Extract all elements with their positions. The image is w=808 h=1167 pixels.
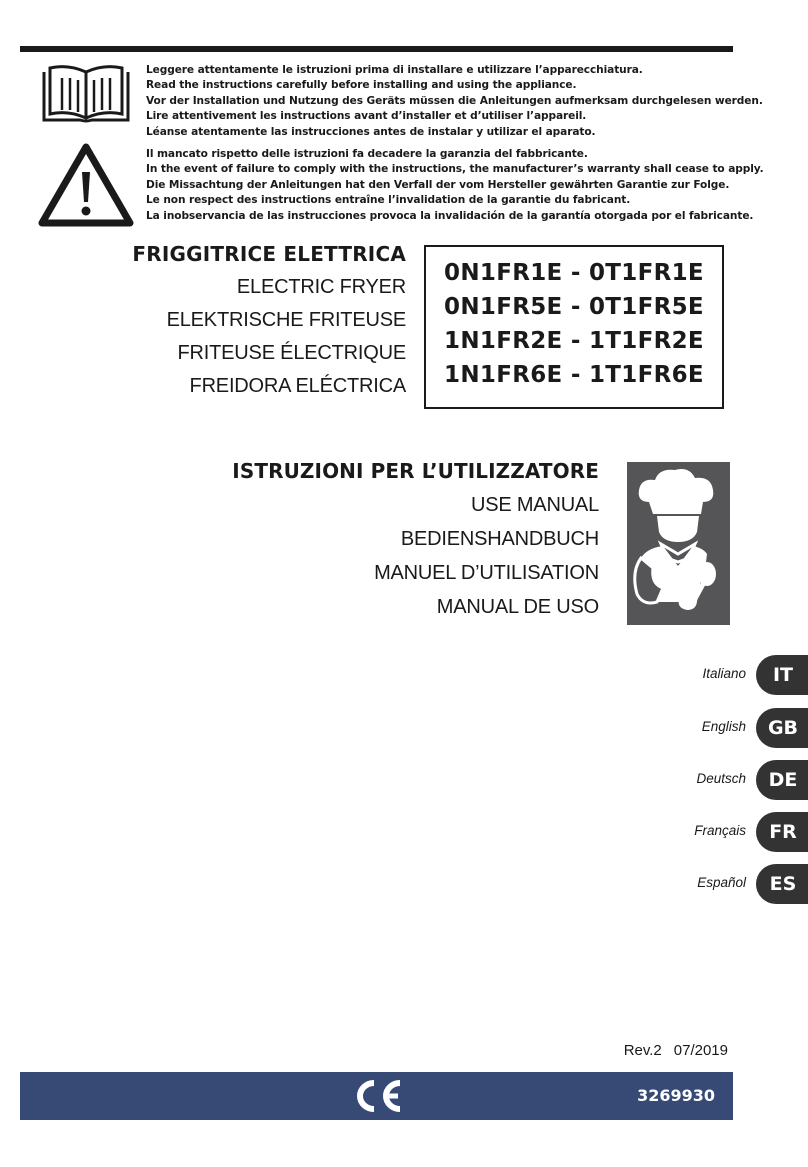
- language-code-badge: GB: [756, 708, 808, 748]
- language-name: Deutsch: [696, 771, 746, 786]
- manual-title-es: MANUAL DE USO: [436, 596, 599, 618]
- product-title-de: ELEKTRISCHE FRITEUSE: [166, 309, 406, 331]
- notice-line: Die Missachtung der Anleitungen hat den Verfall der vom Hersteller gewährten Garantie zur Folge.: [146, 178, 730, 191]
- notice-line: Vor der Installation und Nutzung des Geräts müssen die Anleitungen aufmerksam durchgelesen werden.: [146, 94, 763, 107]
- revision-label: Rev.2: [623, 1042, 662, 1059]
- product-title-en: ELECTRIC FRYER: [236, 276, 406, 298]
- language-code-badge: ES: [756, 864, 808, 904]
- model-line: 1N1FR6E - 1T1FR6E: [444, 362, 704, 388]
- top-rule: [20, 46, 733, 52]
- warranty-notice: [146, 147, 764, 224]
- chef-pictogram: [627, 462, 730, 625]
- revision-date: 07/2019: [673, 1042, 728, 1059]
- language-code-badge: IT: [756, 655, 808, 695]
- notice-line: Il mancato rispetto delle istruzioni fa decadere la garanzia del fabbricante.: [146, 148, 588, 160]
- manual-title-block: [232, 454, 599, 624]
- language-tab-francais[interactable]: [608, 812, 808, 852]
- notice-line: Lire attentivement les instructions avant d’installer et d’utiliser l’appareil.: [146, 110, 587, 123]
- warning-icon: [38, 142, 134, 228]
- document-code: 3269930: [637, 1086, 715, 1105]
- book-icon: [40, 64, 132, 126]
- read-instructions-notice: [146, 63, 763, 140]
- manual-title-de: BEDIENSHANDBUCH: [400, 528, 599, 550]
- product-title-fr: FRITEUSE ÉLECTRIQUE: [177, 342, 406, 364]
- language-name: English: [701, 719, 746, 734]
- language-tab-espanol[interactable]: [608, 864, 808, 904]
- notice-line: Read the instructions carefully before installing and using the appliance.: [146, 79, 577, 92]
- chef-icon: [627, 462, 730, 625]
- language-name: Italiano: [702, 666, 746, 681]
- language-name: Español: [697, 875, 746, 890]
- language-tab-english[interactable]: [608, 708, 808, 748]
- product-title-es: FREIDORA ELÉCTRICA: [189, 375, 406, 397]
- notice-line: Le non respect des instructions entraîne l’invalidation de la garantie du fabricant.: [146, 194, 631, 207]
- manual-title-it: ISTRUZIONI PER L’UTILIZZATORE: [232, 459, 599, 483]
- notice-line: Léanse atentamente las instrucciones antes de instalar y utilizar el aparato.: [146, 125, 596, 138]
- model-line: 0N1FR1E - 0T1FR1E: [444, 260, 704, 286]
- product-title-block: [132, 238, 406, 403]
- revision-info: [624, 1042, 728, 1059]
- model-number-box: [424, 245, 724, 409]
- notice-line: La inobservancia de las instrucciones provoca la invalidación de la garantía otorgada por el fabricante.: [146, 209, 754, 222]
- language-tab-italiano[interactable]: [608, 655, 808, 695]
- notice-line: Leggere attentamente le istruzioni prima di installare e utilizzare l’apparecchiatura.: [146, 64, 643, 76]
- ce-mark-icon: [350, 1079, 404, 1113]
- model-line: 0N1FR5E - 0T1FR5E: [444, 294, 704, 320]
- product-title-it: FRIGGITRICE ELETTRICA: [132, 242, 406, 266]
- language-name: Français: [694, 823, 746, 838]
- language-tab-deutsch[interactable]: [608, 760, 808, 800]
- model-line: 1N1FR2E - 1T1FR2E: [444, 328, 704, 354]
- manual-title-fr: MANUEL D’UTILISATION: [374, 562, 599, 584]
- footer-bar: [20, 1072, 733, 1120]
- language-code-badge: DE: [756, 760, 808, 800]
- notice-line: In the event of failure to comply with the instructions, the manufacturer’s warranty shall cease to apply.: [146, 163, 764, 176]
- manual-title-en: USE MANUAL: [470, 494, 599, 516]
- language-code-badge: FR: [756, 812, 808, 852]
